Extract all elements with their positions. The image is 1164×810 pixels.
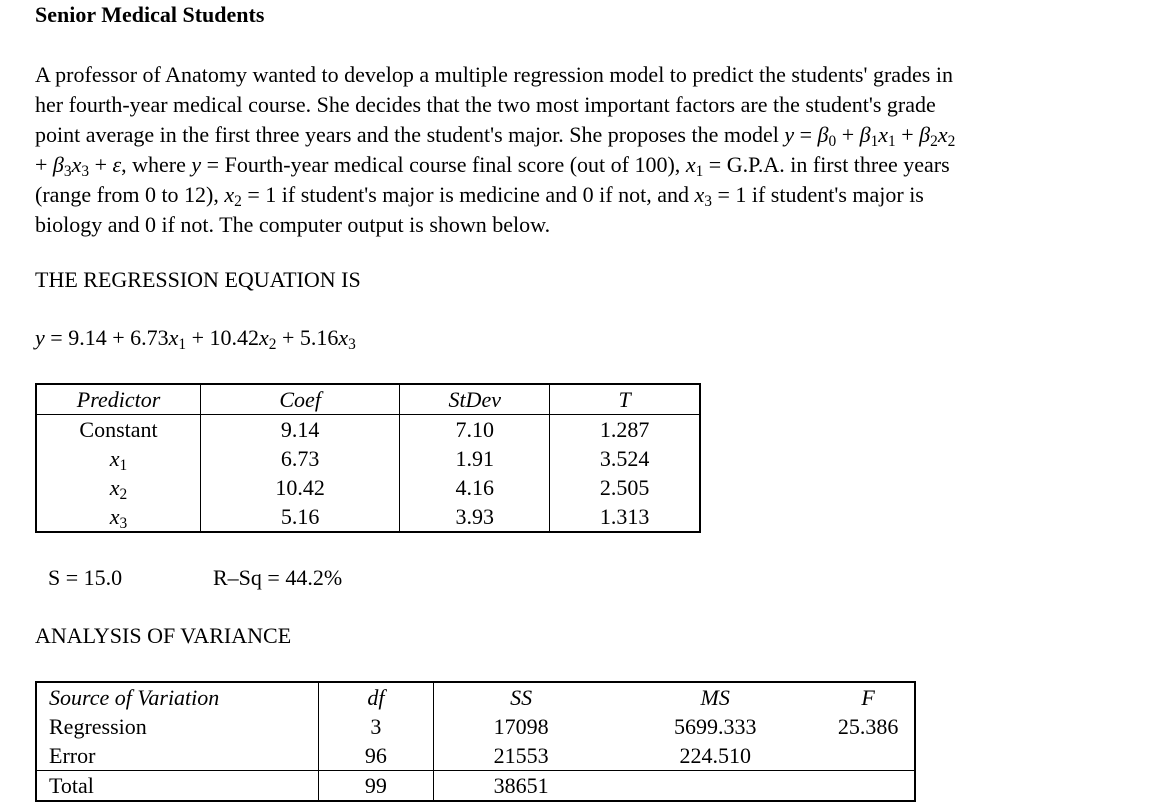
page-title: Senior Medical Students [35,2,265,27]
predictor-subscript: 2 [119,485,128,503]
model-formula-part-2: + $\beta_3x_3 + \varepsilon$ [35,152,122,180]
f-cell [822,771,915,802]
stdev-cell: 3.93 [400,502,550,532]
equation-b2: 10.42 [209,325,259,350]
table-row [36,415,700,445]
regression-equation: $y = 9.14 + 6.73x_1 + 10.42x_2 + 5.16x_3$ [35,325,356,353]
predictor-table [35,383,701,533]
table-row [36,771,915,802]
table-header-row [36,682,915,712]
f-cell [822,741,915,771]
t-cell: 2.505 [550,473,700,502]
description-line-4 [35,150,1115,180]
anova-heading: ANALYSIS OF VARIANCE [35,623,292,648]
t-cell: 3.524 [550,444,700,473]
description-line-2: her fourth-year medical course. She decides that the two most important factors are the student's grade [35,92,936,117]
df-cell: 99 [318,771,433,802]
anova-table [35,681,916,802]
ms-cell: 224.510 [679,743,751,768]
ms-cell [608,771,822,802]
ss-cell: 38651 [434,771,609,802]
description-text: , where [121,152,192,177]
predictor-cell [36,444,201,473]
source-cell: Regression [49,714,147,739]
stdev-cell: 1.91 [400,444,550,473]
predictor-cell: Constant [79,417,158,442]
problem-description [35,60,1115,240]
description-text: = 1 if student's major is medicine and 0 if not, and [241,182,695,207]
table-row [36,473,700,502]
description-text: = G.P.A. in first three years [703,152,950,177]
ss-cell: 21553 [434,741,609,771]
predictor-subscript: 3 [119,514,128,532]
column-header-ss: SS [434,682,609,712]
description-line-3 [35,120,1115,150]
equation-intercept: 9.14 [68,325,107,350]
coef-cell: 5.16 [201,502,400,532]
regression-heading: THE REGRESSION EQUATION IS [35,267,361,292]
predictor-cell [36,502,201,532]
ms-cell: 5699.333 [673,714,757,739]
column-header-predictor: Predictor [36,384,201,415]
equation-b1: 6.73 [130,325,169,350]
table-row [36,741,915,771]
s-value: S = 15.0 [48,565,123,590]
predictor-letter: x [109,504,120,529]
column-header-stdev: StDev [400,384,550,415]
table-row [36,444,700,473]
t-cell: 1.287 [550,415,700,445]
column-header-t: T [550,384,700,415]
column-header-df: df [318,682,433,712]
df-cell: 96 [318,741,433,771]
stdev-cell: 4.16 [400,473,550,502]
variable-x3: $x_3$ [694,182,712,210]
variable-x1: $x_1$ [685,152,704,180]
column-header-ms: MS [700,685,730,710]
coef-cell: 6.73 [201,444,400,473]
column-header-f: F [861,685,875,710]
coef-cell: 9.14 [201,415,400,445]
table-header-row [36,384,700,415]
t-cell: 1.313 [550,502,700,532]
description-line-3-text: point average in the first three years and the student's major. She proposes the model [35,122,785,147]
variable-y: y [191,152,202,177]
predictor-cell [36,473,201,502]
ss-cell: 17098 [434,712,609,741]
equation-b3: 5.16 [299,325,339,350]
df-cell: 3 [318,712,433,741]
predictor-letter: x [109,446,120,471]
coef-cell: 10.42 [201,473,400,502]
description-line-5 [35,180,1115,210]
column-header-source: Source of Variation [49,685,220,710]
description-line-1: A professor of Anatomy wanted to develop a multiple regression model to predict the students' grades in [35,62,953,87]
variable-x2: $x_2$ [224,182,242,210]
column-header-coef: Coef [201,384,400,415]
stdev-cell: 7.10 [400,415,550,445]
source-cell: Error [49,743,96,768]
table-row [36,712,915,741]
r-squared-value: R–Sq = 44.2% [213,565,343,590]
source-cell: Total [36,771,318,802]
table-row [36,502,700,532]
description-text: (range from 0 to 12), [35,182,225,207]
predictor-subscript: 1 [119,456,128,474]
model-formula-part-1: $y = \beta_0 + \beta_1x_1 + \beta_2x_2$ [784,122,956,150]
description-text: = Fourth-year medical course final score (out of 100), [201,152,686,177]
predictor-letter: x [109,475,120,500]
description-text: = 1 if student's major is [711,182,924,207]
f-cell: 25.386 [837,714,899,739]
description-line-6: biology and 0 if not. The computer output is shown below. [35,212,551,237]
